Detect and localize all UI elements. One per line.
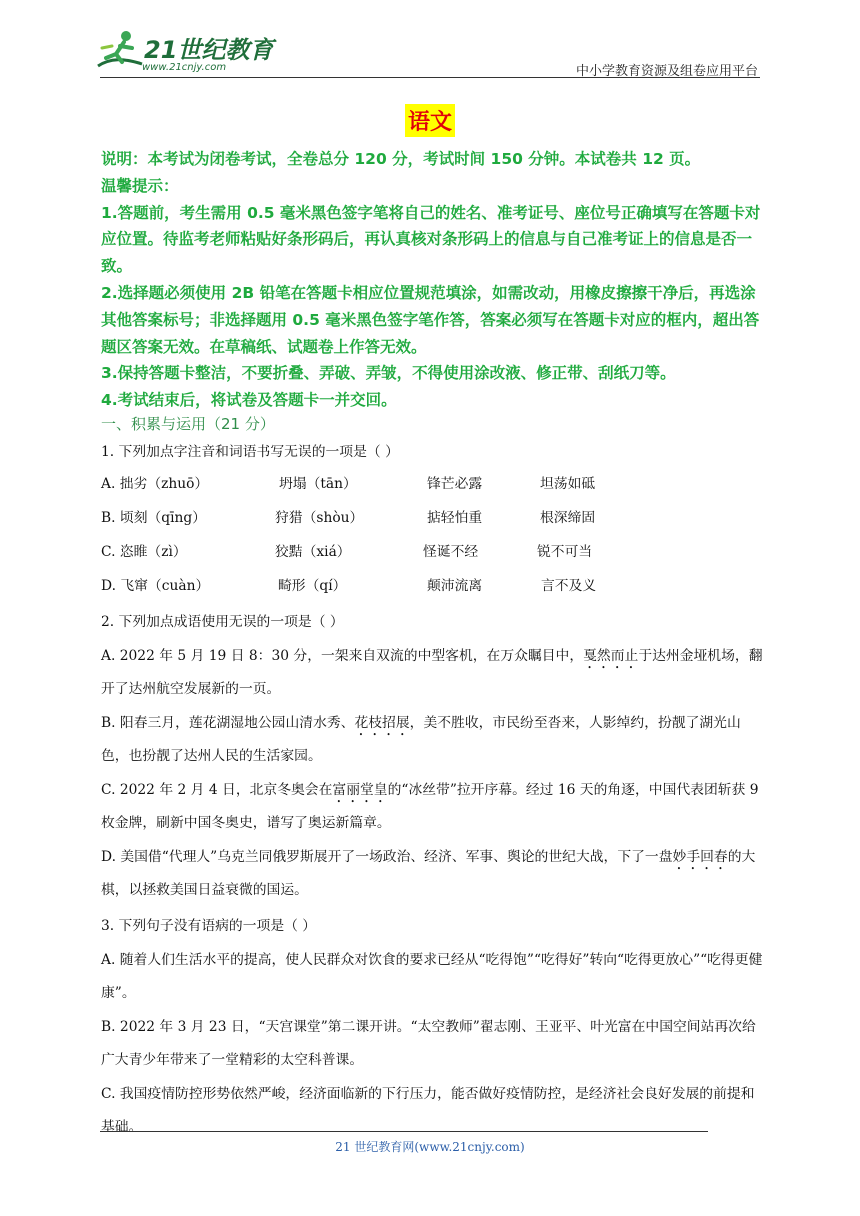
question-3-option-b: B. 2022 年 3 月 23 日，“天宫课堂”第二课开讲。“太空教师”翟志刚、王亚平、叶光富在中国空间站再次给广大青少年带来了一堂精彩的太空科普课。: [101, 1018, 756, 1068]
question-3: [101, 910, 765, 1145]
footer-divider: [100, 1131, 708, 1132]
runner-logo-icon: [96, 28, 144, 72]
site-logo[interactable]: [96, 26, 274, 76]
question-2-option-d: D. 美国借“代理人”乌克兰同俄罗斯展开了一场政治、经济、军事、舆论的世纪大战，下了一盘妙手回春的大棋，以拯救美国日益衰微的国运。: [101, 848, 756, 898]
idiom-highlight: 花枝招展: [354, 714, 410, 731]
question-3-stem: 3. 下列句子没有语病的一项是（ ）: [101, 918, 317, 934]
question-2: [101, 606, 765, 908]
question-2-option-a: A. 2022 年 5 月 19 日 8：30 分，一架来自双流的中型客机，在万众瞩目中，戛然而止于达州金垭机场，翻开了达州航空发展新的一页。: [101, 647, 763, 697]
header-divider: [100, 77, 760, 78]
page-header: [0, 0, 860, 80]
note-line: 1.答题前，考生需用 0.5 毫米黑色签字笔将自己的姓名、准考证号、座位号正确填写在答题卡对应位置。待监考老师粘贴好条形码后，再认真核对条形码上的信息与自己准考证上的信息是否一致。: [101, 203, 761, 276]
section-heading: 一、积累与运用（21 分）: [101, 415, 275, 433]
idiom-highlight: 妙手回春: [672, 848, 728, 865]
note-line: 2.选择题必须使用 2B 铅笔在答题卡相应位置规范填涂，如需改动，用橡皮擦擦干净后，再选涂其他答案标号；非选择题用 0.5 毫米黑色签字笔作答，答案必须写在答题卡对应的框内，超出答题区答案无效。在草稿纸、试题卷上作答无效。: [101, 283, 760, 356]
idiom-highlight: 戛然而止: [583, 647, 639, 664]
question-2-option-b: B. 阳春三月，莲花湖湿地公园山清水秀、花枝招展，美不胜收，市民纷至沓来，人影绰约，扮靓了湖光山色，也扮靓了达州人民的生活家园。: [101, 714, 741, 764]
exam-notes: [101, 146, 765, 414]
note-line: 温馨提示：: [101, 176, 179, 195]
document-title: 语文: [405, 104, 455, 137]
question-1-stem: 1. 下列加点字注音和词语书写无误的一项是（ ）: [101, 444, 399, 460]
note-line: 3.保持答题卡整洁，不要折叠、弄破、弄皱，不得使用涂改液、修正带、刮纸刀等。: [101, 364, 676, 383]
question-3-option-a: A. 随着人们生活水平的提高，使人民群众对饮食的要求已经从“吃得饱”“吃得好”转向“吃得更放心”“吃得更健康”。: [101, 951, 763, 1001]
note-line: 说明：本考试为闭卷考试，全卷总分 120 分，考试时间 150 分钟。本试卷共 12 页。: [101, 150, 701, 168]
question-2-stem: 2. 下列加点成语使用无误的一项是（ ）: [101, 614, 344, 630]
question-3-option-c: C. 我国疫情防控形势依然严峻，经济面临新的下行压力，能否做好疫情防控，是经济社会良好发展的前提和基础。: [101, 1085, 755, 1135]
question-2-option-c: C. 2022 年 2 月 4 日，北京冬奥会在富丽堂皇的“冰丝带”拉开序幕。经过 16 天的角逐，中国代表团斩获 9 枚金牌，刷新中国冬奥史，谱写了奥运新篇章。: [101, 781, 759, 831]
idiom-highlight: 富丽堂皇: [332, 781, 388, 798]
page-footer[interactable]: 21 世纪教育网(www.21cnjy.com): [335, 1140, 525, 1154]
logo-url: www.21cnjy.com: [142, 62, 227, 73]
header-tagline: 中小学教育资源及组卷应用平台: [575, 64, 758, 79]
note-line: 4.考试结束后，将试卷及答题卡一并交回。: [101, 391, 397, 410]
logo-text: 21世纪教育: [144, 36, 274, 64]
